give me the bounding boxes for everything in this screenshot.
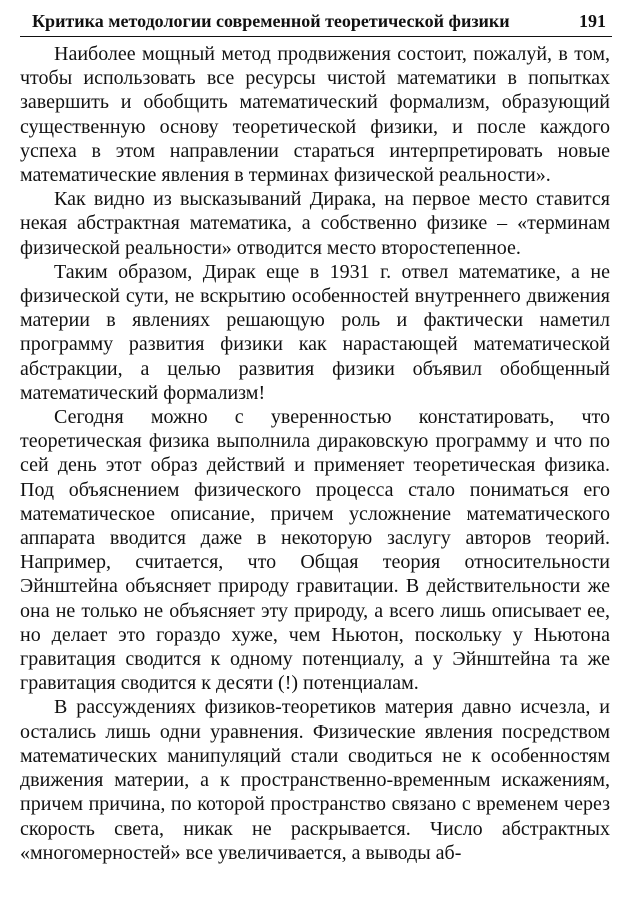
- paragraph: Сегодня можно с уверенностью констатировать, что теоретическая физика выполнила дираковскую программу и что по сей день этот образ действий и применяет теоретическая физика. Под объяснением физического процесса стало пониматься его математическое описание, причем усложнение математического аппарата вводится даже в некоторую заслугу авторов теорий. Например, считается, что Общая теория относительности Эйнштейна объясняет природу гравитации. В действительности же она не только не объясняет эту природу, а всего лишь описывает ее, но делает это гораздо хуже, чем Ньютон, поскольку у Ньютона гравитация сводится к одному потенциалу, а у Эйнштейна та же гравитация сводится к десяти (!) потенциалам.: [20, 406, 610, 695]
- page-number: 191: [579, 11, 606, 31]
- paragraph: Как видно из высказываний Дирака, на первое место ставится некая абстрактная математика, а собственно физике – «терминам физической реальности» отводится место второстепенное.: [20, 188, 610, 259]
- body-text: [20, 42, 610, 865]
- paragraph: Таким образом, Дирак еще в 1931 г. отвел математике, а не физической сути, не вскрытию особенностей внутреннего движения материи в явлениях решающую роль и фактически наметил программу развития физики как нарастающей математической абстракции, а целью развития физики объявил обобщенный математический формализм!: [20, 260, 610, 404]
- paragraph: Наиболее мощный метод продвижения состоит, пожалуй, в том, чтобы использовать все ресурсы чистой математики в попытках завершить и обобщить математический формализм, образующий существенную основу теоретической физики, и после каждого успеха в этом направлении стараться интерпретировать новые математические явления в терминах физической реальности».: [20, 43, 610, 187]
- paragraph: В рассуждениях физиков-теоретиков материя давно исчезла, и остались лишь одни уравнения. Физические явления посредством математических манипуляций стали сводиться не к особенностям движения материи, а к пространственно-временным искажениям, причем причина, по которой пространство связано с временем через скорость света, никак не раскрывается. Число абстрактных «многомерностей» все увеличивается, а выводы аб-: [20, 696, 610, 864]
- running-header-title: Критика методологии современной теоретической физики: [32, 11, 510, 31]
- running-header: [20, 6, 612, 37]
